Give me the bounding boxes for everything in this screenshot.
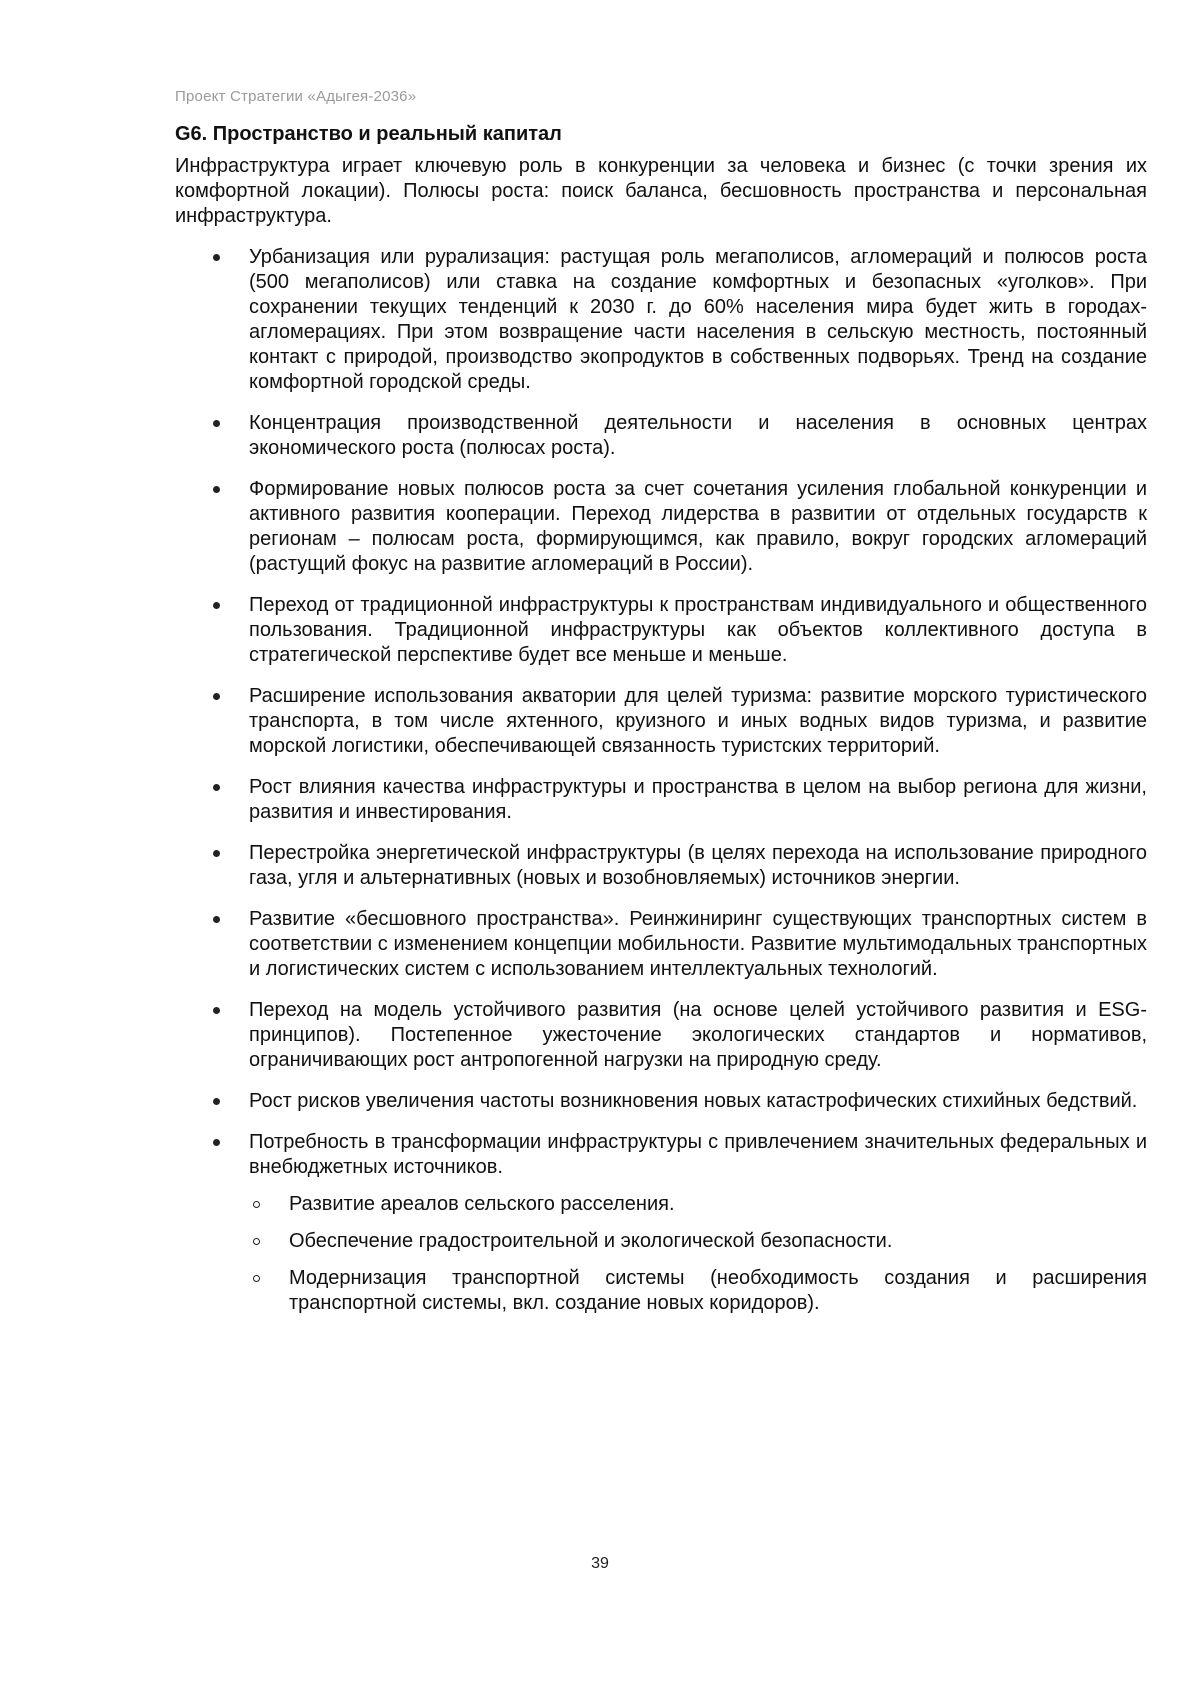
list-item bbox=[175, 245, 1147, 395]
bullet-dot-icon bbox=[213, 1139, 220, 1146]
bullet-dot-icon bbox=[213, 1098, 220, 1105]
bullet-dot-icon bbox=[213, 784, 220, 791]
list-item-text: Рост рисков увеличения частоты возникновения новых катастрофических стихийных бедствий. bbox=[249, 1090, 1138, 1112]
document-page bbox=[175, 88, 1147, 1332]
running-header: Проект Стратегии «Адыгея-2036» bbox=[175, 88, 417, 105]
circle-bullet-icon bbox=[253, 1275, 260, 1282]
list-item-text: Потребность в трансформации инфраструктуры с привлечением значительных федеральных и внебюджетных источников. bbox=[249, 1131, 1147, 1178]
list-item-text: Расширение использования акватории для целей туризма: развитие морского туристического транспорта, в том числе яхтенного, круизного и иных водных видов туризма, и развитие морской логистики, обеспечивающей связанность туристских территорий. bbox=[249, 685, 1147, 757]
list-item bbox=[175, 998, 1147, 1073]
list-item bbox=[175, 775, 1147, 825]
sub-list-item-text: Развитие ареалов сельского расселения. bbox=[289, 1193, 675, 1215]
sub-list-item bbox=[249, 1192, 1147, 1217]
list-item-text: Развитие «бесшовного пространства». Реинжиниринг существующих транспортных систем в соответствии с изменением концепции мобильности. Развитие мультимодальных транспортных и логистических систем с использованием интеллектуальных технологий. bbox=[249, 908, 1147, 980]
bullet-list bbox=[175, 245, 1147, 1316]
sub-list-item bbox=[249, 1266, 1147, 1316]
list-item bbox=[175, 841, 1147, 891]
bullet-dot-icon bbox=[213, 486, 220, 493]
bullet-dot-icon bbox=[213, 916, 220, 923]
circle-bullet-icon bbox=[253, 1238, 260, 1245]
bullet-dot-icon bbox=[213, 254, 220, 261]
intro-paragraph: Инфраструктура играет ключевую роль в конкуренции за человека и бизнес (с точки зрения их комфортной локации). Полюсы роста: поиск баланса, бесшовность пространства и персональная инфраструктура. bbox=[175, 155, 1147, 227]
list-item bbox=[175, 477, 1147, 577]
sub-list-item-text: Модернизация транспортной системы (необходимость создания и расширения транспортной системы, вкл. создание новых коридоров). bbox=[289, 1267, 1147, 1314]
list-item-text: Урбанизация или рурализация: растущая роль мегаполисов, агломераций и полюсов роста (500 мегаполисов) или ставка на создание комфортных и безопасных «уголков». При сохранении текущих тенденций к 2030 г. до 60% населения мира будет жить в городах-агломерациях. При этом возвращение части населения в сельскую местность, постоянный контакт с природой, производство экопродуктов в собственных подворьях. Тренд на создание комфортной городской среды. bbox=[249, 246, 1147, 393]
list-item bbox=[175, 907, 1147, 982]
sub-bullet-list bbox=[249, 1192, 1147, 1316]
sub-list-item bbox=[249, 1229, 1147, 1254]
list-item bbox=[175, 684, 1147, 759]
circle-bullet-icon bbox=[253, 1201, 260, 1208]
bullet-dot-icon bbox=[213, 420, 220, 427]
list-item bbox=[175, 1089, 1147, 1114]
bullet-dot-icon bbox=[213, 1007, 220, 1014]
list-item-text: Концентрация производственной деятельности и населения в основных центрах экономического роста (полюсах роста). bbox=[249, 412, 1147, 459]
list-item-text: Переход от традиционной инфраструктуры к пространствам индивидуального и общественного пользования. Традиционной инфраструктуры как объектов коллективного доступа в стратегической перспективе будет все меньше и меньше. bbox=[249, 594, 1147, 666]
list-item bbox=[175, 593, 1147, 668]
section-title: G6. Пространство и реальный капитал bbox=[175, 123, 562, 145]
sub-list-item-text: Обеспечение градостроительной и экологической безопасности. bbox=[289, 1230, 893, 1252]
list-item-text: Перестройка энергетической инфраструктуры (в целях перехода на использование природного газа, угля и альтернативных (новых и возобновляемых) источников энергии. bbox=[249, 842, 1147, 889]
bullet-dot-icon bbox=[213, 693, 220, 700]
list-item-text: Переход на модель устойчивого развития (на основе целей устойчивого развития и ESG-принципов). Постепенное ужесточение экологических стандартов и нормативов, ограничивающих рост антропогенной нагрузки на природную среду. bbox=[249, 999, 1147, 1071]
bullet-dot-icon bbox=[213, 850, 220, 857]
page-number: 39 bbox=[591, 1555, 609, 1572]
list-item-text: Рост влияния качества инфраструктуры и пространства в целом на выбор региона для жизни, развития и инвестирования. bbox=[249, 776, 1147, 823]
bullet-dot-icon bbox=[213, 602, 220, 609]
list-item-text: Формирование новых полюсов роста за счет сочетания усиления глобальной конкуренции и активного развития кооперации. Переход лидерства в развитии от отдельных государств к регионам – полюсам роста, формирующимся, как правило, вокруг городских агломераций (растущий фокус на развитие агломераций в России). bbox=[249, 478, 1147, 575]
list-item bbox=[175, 1130, 1147, 1316]
list-item bbox=[175, 411, 1147, 461]
